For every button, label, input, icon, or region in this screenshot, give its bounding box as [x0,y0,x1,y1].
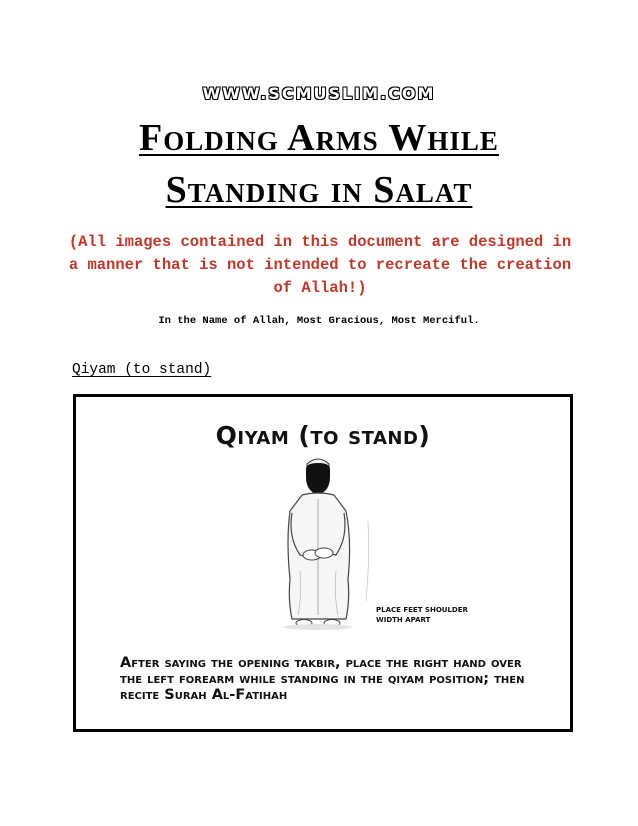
qiyam-figure [73,394,573,732]
title-line-1-text: Folding Arms While [139,117,499,159]
title-line-2-text: Standing in Salat [165,169,473,211]
section-heading: Qiyam (to stand) [72,362,212,378]
site-url: WWW.SCMUSLIM.COM [202,84,436,103]
bismillah-text: In the Name of Allah, Most Gracious, Most Merciful. [158,315,480,327]
feet-placement-note: PLACE FEET SHOULDER WIDTH APART [376,606,468,624]
disclaimer-text: (All images contained in this document are designed in a manner that is not intended to recreate the creation of Allah!) [68,233,572,297]
standing-figure-illustration [256,451,386,631]
document-title-line-2 [0,170,638,210]
figure-caption: After saying the opening takbir, place the right hand over the left forearm while standing in the qiyam position; then recite Surah Al-Fatihah [120,655,525,703]
figure-title: Qiyam (to stand) [215,421,431,450]
document-title-line-1 [0,118,638,158]
